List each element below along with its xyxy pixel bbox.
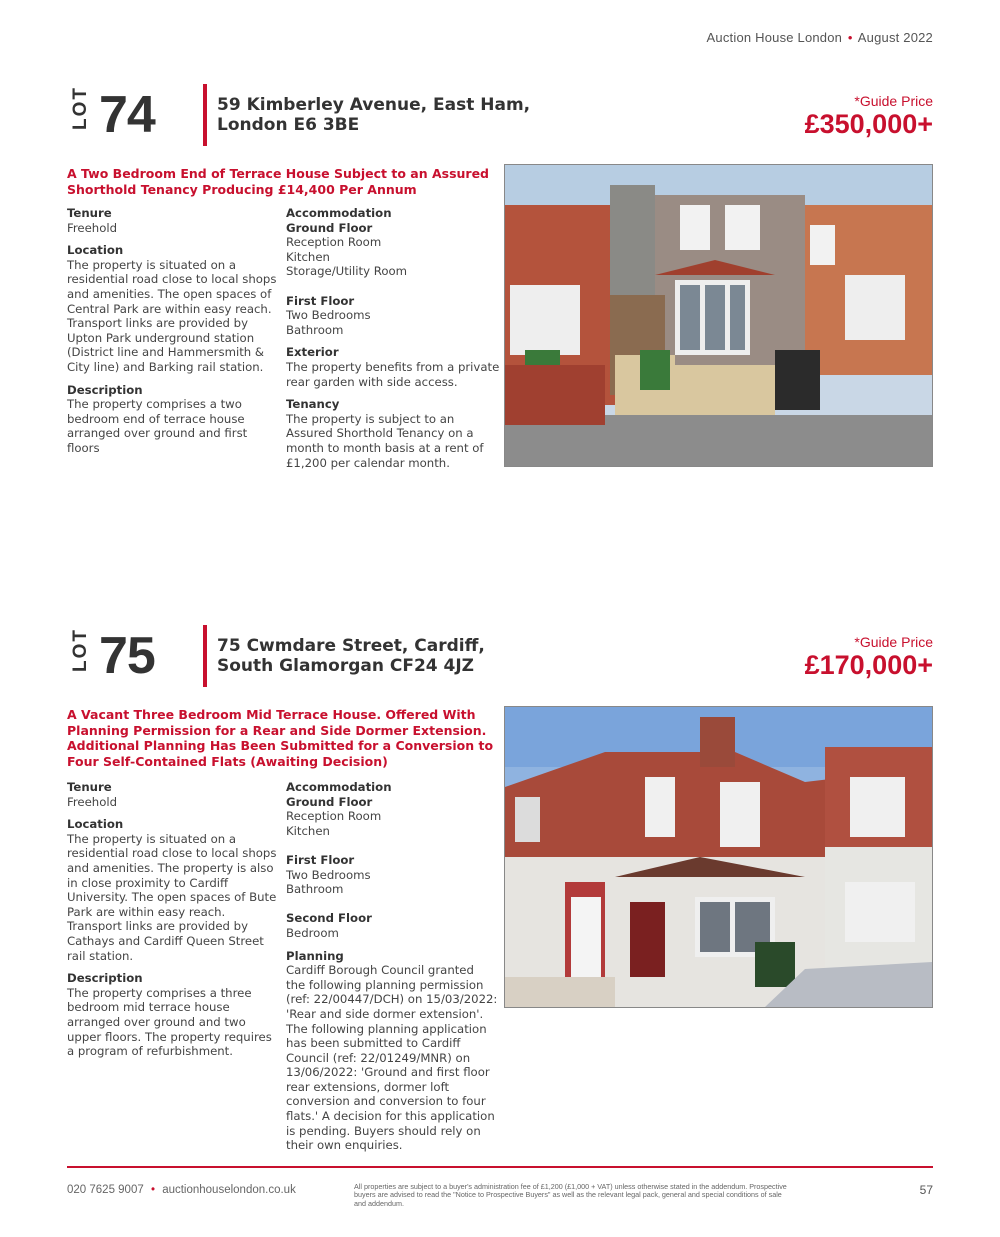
planning-line: Cardiff Borough Council granted (286, 963, 474, 978)
lot-address (217, 636, 485, 676)
tenure-value: Freehold (67, 220, 118, 235)
location-line: City line) and Barking rail station. (67, 359, 264, 374)
location-line: and amenities. The open spaces of (67, 286, 272, 301)
lot-details-right (286, 206, 501, 478)
planning-line: (ref: 22/00447/DCH) on 15/03/2022: (286, 992, 498, 1007)
room-line: Reception Room (286, 235, 382, 250)
description-line: bedroom end of terrace house (67, 411, 245, 426)
description-line: bedroom mid terrace house (67, 1000, 230, 1015)
planning-line: The following planning application (286, 1021, 487, 1036)
accommodation-heading: Accommodation (286, 780, 392, 794)
bullet-dot-icon: • (847, 30, 853, 45)
location-line: The property is situated on a (67, 257, 237, 272)
headline-line: Planning Permission for a Rear and Side Dormer Extension. (67, 722, 487, 738)
room-line: Bathroom (286, 322, 344, 337)
headline-line: Shorthold Tenancy Producing £14,400 Per Annum (67, 181, 417, 197)
description-line: The property comprises a three (67, 985, 252, 1000)
address-line: 75 Cwmdare Street, Cardiff, (217, 636, 485, 656)
lot-number: 74 (99, 86, 155, 144)
location-line: and amenities. The property is also (67, 860, 274, 875)
tenancy-line: month to month basis at a rent of (286, 440, 484, 455)
location-line: Central Park are within easy reach. (67, 301, 272, 316)
lot-divider-bar (203, 84, 207, 146)
description-line: arranged over ground and two (67, 1014, 246, 1029)
location-line: (District line and Hammersmith & (67, 345, 265, 360)
room-line: Kitchen (286, 823, 330, 838)
room-line: Two Bedrooms (286, 867, 371, 882)
tenure-value: Freehold (67, 794, 118, 809)
location-line: University. The open spaces of Bute (67, 890, 277, 905)
property-photo (504, 706, 933, 1008)
footer-rule (67, 1166, 933, 1168)
location-line: Upton Park underground station (67, 330, 255, 345)
lot-divider-bar (203, 625, 207, 687)
planning-line: is pending. Buyers should rely on (286, 1123, 481, 1138)
headline-line: Four Self-Contained Flats (Awaiting Decision) (67, 753, 388, 769)
edition-date: August 2022 (857, 30, 933, 45)
room-line: Bathroom (286, 882, 344, 897)
lot-details-left (67, 206, 282, 464)
room-line: Storage/Utility Room (286, 264, 408, 279)
location-line: Transport links are provided by (67, 316, 249, 331)
location-heading: Location (67, 243, 124, 258)
planning-line: Council (ref: 22/01249/MNR) on (286, 1050, 471, 1065)
disclaimer-line: All properties are subject to a buyer's administration fee of £1,200 (£1,000 + VAT) unless otherwise stated in the addendum. Prospective (354, 1182, 787, 1191)
lot-number: 75 (99, 627, 155, 685)
guide-price: £170,000+ (804, 650, 933, 680)
location-line: residential road close to local shops (67, 272, 277, 287)
first-floor-heading: First Floor (286, 293, 355, 308)
guide-price-label: *Guide Price (854, 634, 933, 650)
tenancy-line: Assured Shorthold Tenancy on a (286, 426, 474, 441)
description-line: The property comprises a two (67, 397, 242, 412)
guide-price: £350,000+ (804, 109, 933, 139)
lot-details-left (67, 780, 282, 1067)
publisher-name: Auction House London (706, 30, 843, 45)
planning-line: rear extensions, dormer loft (286, 1079, 450, 1094)
headline-line: A Two Bedroom End of Terrace House Subject to an Assured (67, 166, 490, 181)
address-line: 59 Kimberley Avenue, East Ham, (217, 95, 531, 115)
ground-floor-heading: Ground Floor (286, 220, 373, 235)
description-line: floors (67, 440, 100, 455)
footer-website[interactable]: auctionhouselondon.co.uk (162, 1184, 296, 1196)
footer-phone[interactable]: 020 7625 9007 (67, 1184, 144, 1196)
second-floor-heading: Second Floor (286, 911, 372, 926)
location-line: residential road close to local shops (67, 846, 277, 861)
lot-headline (67, 166, 497, 197)
planning-line: flats.' A decision for this application (286, 1109, 495, 1124)
location-line: The property is situated on a (67, 831, 237, 846)
first-floor-heading: First Floor (286, 852, 355, 867)
description-line: upper floors. The property requires (67, 1029, 272, 1044)
location-line: in close proximity to Cardiff (67, 875, 229, 890)
description-line: a program of refurbishment. (67, 1044, 233, 1059)
location-line: Park are within easy reach. (67, 904, 226, 919)
disclaimer-line: buyers are advised to read the "Notice to Prospective Buyers" as well as the relevant legal pack, general and special conditions of sale (354, 1190, 782, 1200)
tenancy-line: £1,200 per calendar month. (286, 455, 450, 470)
location-line: rail station. (67, 948, 134, 963)
headline-line: Additional Planning Has Been Submitted for a Conversion to (67, 738, 494, 753)
description-line: arranged over ground and first (67, 426, 248, 441)
exterior-line: rear garden with side access. (286, 374, 458, 389)
exterior-line: The property benefits from a private (286, 359, 500, 374)
footer-contact (67, 1184, 296, 1196)
bullet-dot-icon: • (150, 1184, 155, 1196)
footer-disclaimer (354, 1183, 854, 1208)
lot-label: LOT (70, 86, 91, 130)
property-photo (504, 164, 933, 467)
disclaimer-line: and addendum. (354, 1198, 404, 1208)
tenancy-heading: Tenancy (286, 397, 340, 412)
ground-floor-heading: Ground Floor (286, 794, 373, 809)
room-line: Two Bedrooms (286, 308, 371, 323)
description-heading: Description (67, 382, 143, 397)
lot-headline (67, 707, 499, 769)
accommodation-heading: Accommodation (286, 206, 392, 220)
page-number: 57 (919, 1183, 933, 1197)
lot-details-right (286, 780, 501, 1161)
room-line: Reception Room (286, 809, 382, 824)
tenancy-line: The property is subject to an (286, 411, 455, 426)
exterior-heading: Exterior (286, 345, 339, 360)
tenure-heading: Tenure (67, 206, 112, 220)
tenure-heading: Tenure (67, 780, 112, 794)
lot-address (217, 95, 530, 135)
planning-line: conversion and conversion to four (286, 1094, 486, 1109)
headline-line: A Vacant Three Bedroom Mid Terrace House. Offered With (67, 707, 476, 722)
location-line: Transport links are provided by (67, 919, 249, 934)
planning-heading: Planning (286, 948, 344, 963)
lot-label: LOT (70, 628, 91, 672)
room-line: Bedroom (286, 925, 339, 940)
address-line: South Glamorgan CF24 4JZ (217, 656, 475, 676)
room-line: Kitchen (286, 249, 330, 264)
planning-line: has been submitted to Cardiff (286, 1036, 461, 1051)
location-heading: Location (67, 817, 124, 832)
location-line: Cathays and Cardiff Queen Street (67, 933, 264, 948)
address-line: London E6 3BE (217, 115, 360, 135)
description-heading: Description (67, 971, 143, 986)
guide-price-label: *Guide Price (854, 93, 933, 109)
planning-line: 'Rear and side dormer extension'. (286, 1006, 484, 1021)
planning-line: 13/06/2022: 'Ground and first floor (286, 1065, 490, 1080)
page-header (707, 30, 933, 45)
planning-line: the following planning permission (286, 977, 484, 992)
planning-line: their own enquiries. (286, 1138, 403, 1153)
